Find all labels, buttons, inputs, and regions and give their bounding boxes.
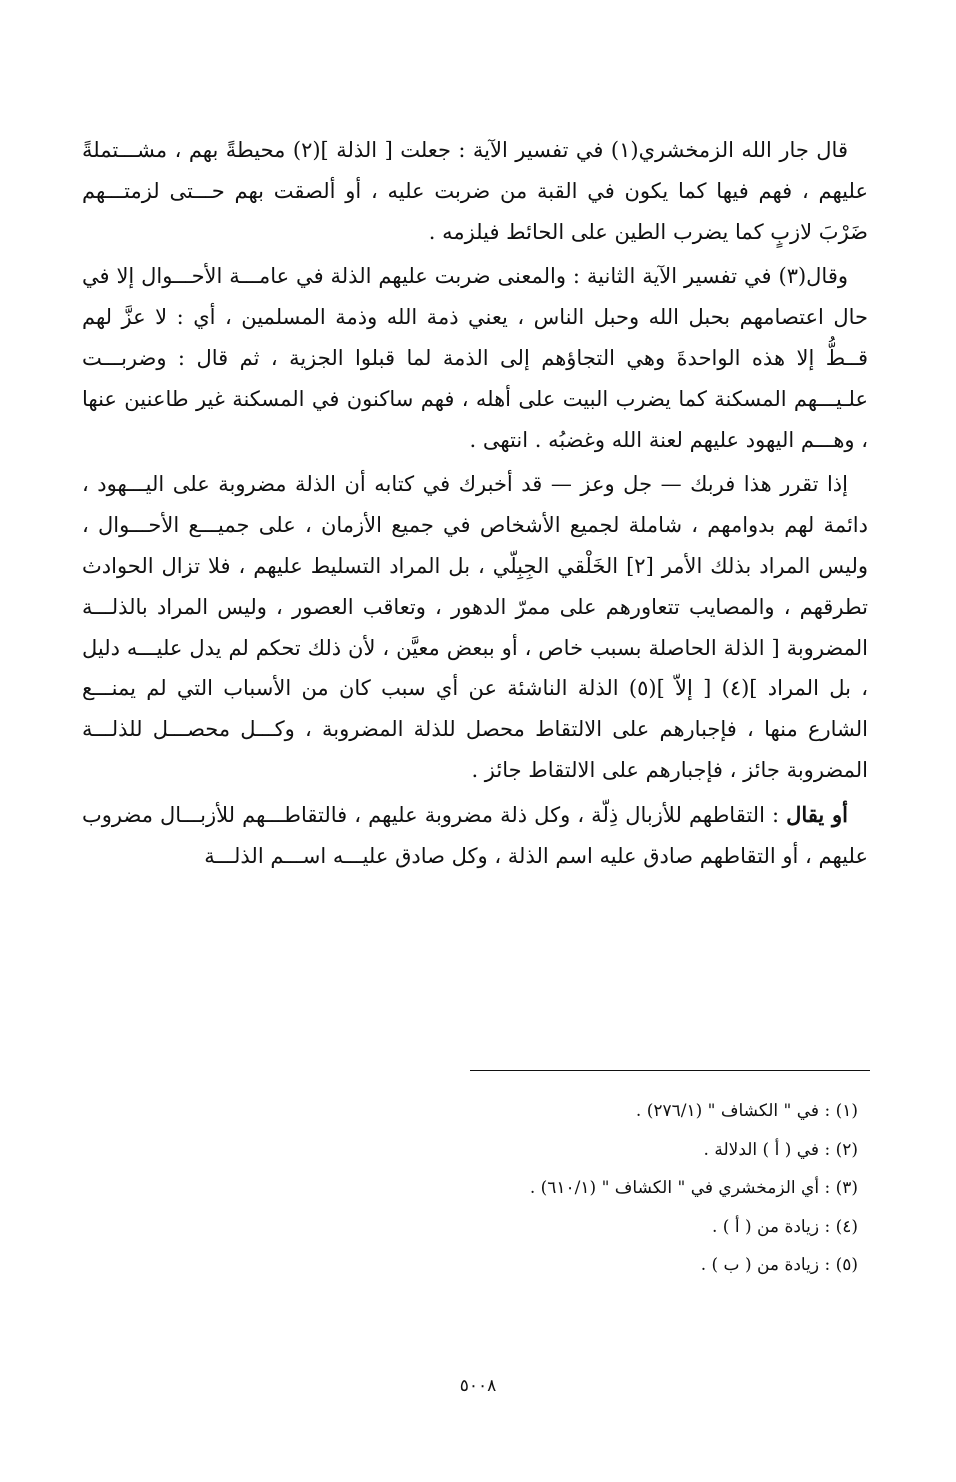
paragraph-3 [82,464,868,790]
footnote-divider [470,1070,870,1071]
footnote-5: (٥) : زيادة من ( ب ) . [700,1255,858,1275]
main-text [82,130,868,880]
paragraph-text: : التقاطهم للأزبال ذِلّة ، وكل ذلة مضروبة عليهم ، فالتقاطـــهم للأزبـــال مضروب عليهم ، أو التقاطهم صادق عليه اسم الذلة ، وكل صادق عليـــه اســـم الذلـــة [82,802,868,868]
paragraph-text: قال جار الله الزمخشري(١) في تفسير الآية : جعلت [ الذلة ](٢) محيطةً بهم ، مشـــتملةً عليهم ، فهم فيها كما يكون في القبة من ضربت عليه ، أو ألصقت بهم حـــتى لزمتـــهم ضَرْبَ لازبٍ كما يضرب الطين على الحائط فيلزمه . [82,138,868,244]
footnote-4: (٤) : زيادة من ( أ ) . [711,1216,858,1237]
paragraph-text: وقال(٣) في تفسير الآية الثانية : والمعنى ضربت عليهم الذلة في عامـــة الأحـــوال إلا في حال اعتصامهم بحبل الله وحبل الناس ، يعني ذمة الله وذمة المسلمين ، أي : لا عزَّ لهم قــطُّ إلا هذه الواحدةَ وهي التجاؤهم إلى الذمة لما قبلوا الجزية ، ثم قال : وضربـــت علـيـــهم المسكنة كما يضرب البيت على أهله ، فهم ساكنون في المسكنة غير طاعنين عنها ، وهـــم اليهود عليهم لعنة الله وغضبُه . انتهى . [82,264,868,452]
paragraph-2 [82,256,868,460]
page-number: ٥٠٠٨ [459,1376,497,1396]
paragraph-1 [82,130,868,252]
paragraph-lead: أو يقال [786,801,848,827]
paragraph-4 [82,795,868,877]
paragraph-text: إذا تقرر هذا فربك — جل وعز — قد أخبرك في كتابه أن الذلة مضروبة على اليـــهود ، دائمة لهم بدوامهم ، شاملة لجميع الأشخاص في جميع الأزمان ، على جميـــع الأحـــوال ، وليس المراد بذلك الأمر [٢] الخَلْقي الجِبِلّي ، بل المراد التسليط عليهم ، فلا تزال الحوادث تطرقهم ، والمصايب تتعاورهم على ممرّ الدهور ، وتعاقب العصور ، وليس المراد بالذلـــة المضروبة [ الذلة الحاصلة بسبب خاص ، أو ببعض معيَّن ، لأن ذلك تحكم لم يدل عليـــه دليل ، بل المراد ](٤) [ إلاّ ](٥) الذلة الناشئة عن أي سبب كان من الأسباب التي لم يمنـــع الشارع منها ، فإجبارهم على الالتقاط محصل للذلة المضروبة ، وكـــل محصـــل للذلـــة المضروبة جائز ، فإجبارهم على الالتقاط جائز . [82,472,869,782]
footnote-1: (١) : في " الكشاف " (٢٧٦/١) . [635,1101,858,1121]
footnotes [82,1092,868,1285]
footnote-3: (٣) : أي الزمخشري في " الكشاف " (٦١٠/١) . [529,1178,858,1198]
footnote-2: (٢) : في ( أ ) الدلالة . [703,1139,858,1160]
